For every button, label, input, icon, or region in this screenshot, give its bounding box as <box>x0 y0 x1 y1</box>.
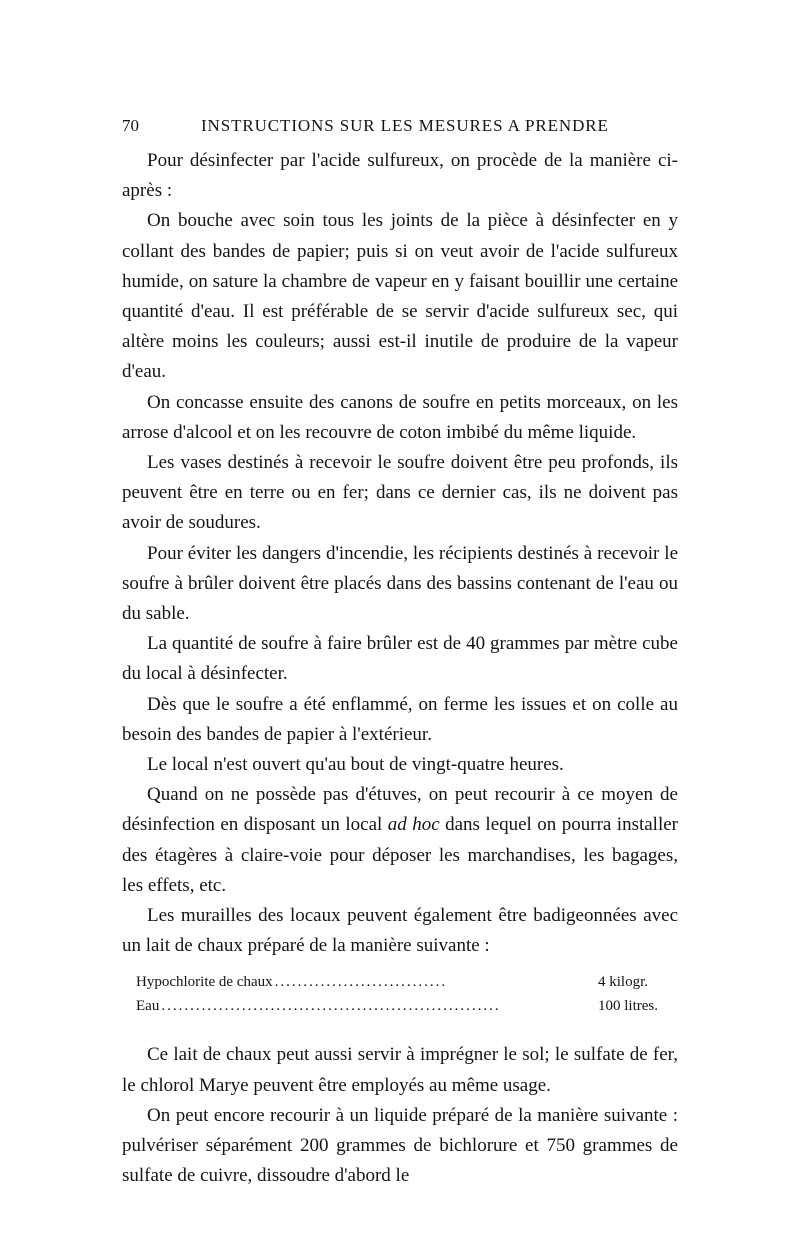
ingredient-quantity: 100 litres. <box>598 998 658 1015</box>
italic-term: ad hoc <box>387 814 440 836</box>
ingredient-quantity: 4 kilogr. <box>598 974 649 991</box>
recipe-table <box>136 970 678 1018</box>
ingredient-name: Hypochlorite de chaux <box>136 974 273 991</box>
paragraph: On concasse ensuite des canons de soufre en petits morceaux, on les arrose d'alcool et on les recouvre de coton imbibé du même liquide. <box>122 391 678 443</box>
paragraph-ad-hoc <box>122 780 678 901</box>
text-run: dans lequel on pourra installer des étagères à claire-voie pour déposer les marchandises, les bagages, les effets, etc. <box>122 814 678 896</box>
paragraph: Dès que le soufre a été enflammé, on ferme les issues et on colle au besoin des bandes de papier à l'extérieur. <box>122 693 678 745</box>
recipe-row <box>136 970 678 994</box>
paragraph: Pour désinfecter par l'acide sulfureux, on procède de la manière ci-après : <box>122 150 678 202</box>
paragraph: On bouche avec soin tous les joints de la pièce à désinfecter en y collant des bandes de papier; puis si on veut avoir de l'acide sulfureux humide, on sature la chambre de vapeur en y faisant bouillir une certaine quantité d'eau. Il est préférable de se servir d'acide sulfureux sec, qui altère moins les couleurs; aussi est-il inutile de produire de la vapeur d'eau. <box>122 210 678 383</box>
dot-leader: .............................. <box>274 974 448 991</box>
paragraph: Le local n'est ouvert qu'au bout de vingt-quatre heures. <box>147 754 564 776</box>
body-text <box>122 146 678 1192</box>
recipe-row <box>136 994 678 1018</box>
paragraph: Ce lait de chaux peut aussi servir à imprégner le sol; le sulfate de fer, le chlorol Marye peuvent être employés au même usage. <box>122 1044 678 1096</box>
paragraph: Les vases destinés à recevoir le soufre doivent être peu profonds, ils peuvent être en terre ou en fer; dans ce dernier cas, ils ne doivent pas avoir de soudures. <box>122 452 678 534</box>
running-header <box>122 116 678 140</box>
running-title: INSTRUCTIONS SUR LES MESURES A PRENDRE <box>201 116 609 135</box>
paragraph: Les murailles des locaux peuvent également être badigeonnées avec un lait de chaux préparé de la manière suivante : <box>122 905 678 957</box>
paragraph: Pour éviter les dangers d'incendie, les récipients destinés à recevoir le soufre à brûler doivent être placés dans des bassins contenant de l'eau ou du sable. <box>122 542 678 625</box>
paragraph: La quantité de soufre à faire brûler est de 40 grammes par mètre cube du local à désinfecter. <box>122 633 678 685</box>
dot-leader: ........................................................... <box>161 998 501 1015</box>
paragraph: On peut encore recourir à un liquide préparé de la manière suivante : pulvériser séparément 200 grammes de bichlorure et 750 grammes de sulfate de cuivre, dissoudre d'abord le <box>122 1104 678 1187</box>
text-run: Quand on ne possède pas d'étuves, on peut recourir à ce moyen de désinfection en disposant un local <box>122 784 678 836</box>
ingredient-name: Eau <box>136 998 160 1015</box>
page-number: 70 <box>122 116 139 135</box>
